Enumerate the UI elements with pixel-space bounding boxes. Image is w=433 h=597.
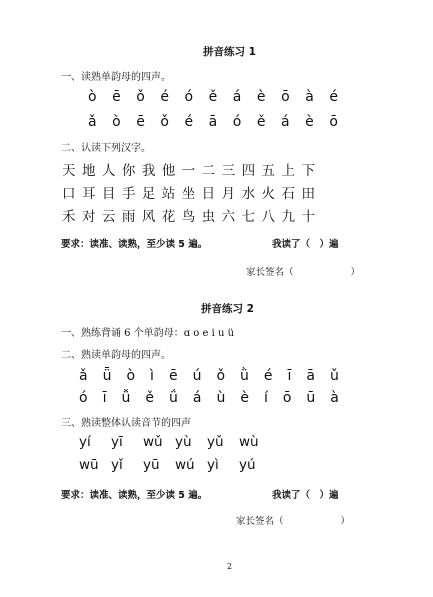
page-number: 2 — [227, 562, 233, 571]
pinyin-item: à — [330, 390, 339, 406]
pinyin-item: é — [329, 89, 338, 105]
pinyin-item: ǔ — [330, 368, 339, 384]
pinyin-item: ǎ — [79, 368, 88, 384]
hanzi-item: 手 — [121, 186, 136, 202]
hanzi-item: 六 — [221, 209, 236, 225]
pinyin-item: ě — [256, 114, 266, 130]
hanzi-item: 二 — [201, 163, 216, 179]
hanzi-item: 雨 — [121, 209, 136, 225]
hanzi-item: 九 — [281, 209, 295, 225]
pinyin-item: ē — [168, 368, 178, 384]
hanzi-item: 四 — [241, 163, 256, 179]
pinyin-item: ì — [150, 368, 154, 384]
pinyin-item: ē — [112, 89, 121, 105]
exercise1-tone-row-2 — [88, 114, 338, 130]
exercise1-read-count: 我读了（ ）遍 — [272, 239, 339, 250]
hanzi-item: 五 — [261, 163, 276, 179]
pinyin-item: ó — [232, 114, 242, 130]
hanzi-item: 站 — [161, 186, 176, 202]
hanzi-item: 人 — [101, 163, 116, 179]
hanzi-item: 虫 — [201, 209, 216, 225]
pinyin-item: ǒ — [216, 368, 226, 384]
syllable-item: yì — [207, 457, 219, 473]
exercise2-tone-row-1 — [79, 368, 339, 384]
pinyin-item: é — [184, 114, 194, 130]
exercise1-requirement: 要求：读准、读熟，至少读 5 遍。 — [61, 239, 208, 250]
pinyin-item: ǜ — [240, 368, 249, 384]
pinyin-item: é — [263, 368, 273, 384]
pinyin-item: ǘ — [168, 390, 178, 406]
hanzi-item: 花 — [161, 209, 176, 225]
exercise2-section3-heading: 三、熟读整体认读音节的四声 — [61, 418, 191, 429]
hanzi-item: 口 — [62, 186, 76, 202]
pinyin-item: ū — [306, 390, 316, 406]
pinyin-item: ī — [102, 390, 107, 406]
exercise2-requirement: 要求：读准、读熟，至少读 5 遍。 — [61, 490, 208, 501]
pinyin-item: ó — [184, 89, 194, 105]
hanzi-item: 七 — [241, 209, 256, 225]
hanzi-item: 下 — [301, 163, 315, 179]
hanzi-item: 三 — [221, 163, 236, 179]
pinyin-item: ú — [192, 368, 202, 384]
syllable-item: yǔ — [207, 434, 224, 450]
exercise2-syllables-row-1 — [79, 434, 271, 450]
syllable-item: wǔ — [143, 434, 163, 450]
hanzi-item: 上 — [281, 163, 295, 179]
pinyin-item: ò — [126, 368, 136, 384]
hanzi-item: 足 — [141, 186, 156, 202]
pinyin-item: ù — [216, 390, 226, 406]
pinyin-item: è — [240, 390, 249, 406]
hanzi-item: 他 — [161, 163, 176, 179]
pinyin-item: ā — [208, 114, 218, 130]
hanzi-item: 石 — [281, 186, 295, 202]
pinyin-item: ǖ — [102, 368, 112, 384]
pinyin-item: à — [305, 89, 314, 105]
hanzi-item: 目 — [101, 186, 116, 202]
syllable-item: wū — [79, 457, 99, 473]
hanzi-item: 云 — [101, 209, 116, 225]
pinyin-item: ò — [88, 89, 97, 105]
hanzi-item: 地 — [81, 163, 96, 179]
hanzi-item: 一 — [181, 163, 196, 179]
exercise1-section1-heading: 一、读熟单韵母的四声。 — [61, 72, 171, 83]
exercise1-char-row-2 — [62, 182, 315, 202]
hanzi-item: 鸟 — [181, 209, 196, 225]
exercise2-title: 拼音练习 2 — [201, 303, 254, 315]
pinyin-item: é — [160, 89, 169, 105]
hanzi-item: 禾 — [62, 209, 76, 225]
hanzi-item: 对 — [81, 209, 96, 225]
hanzi-item: 月 — [221, 186, 236, 202]
syllable-item: wú — [175, 457, 195, 473]
exercise2-section2-heading: 二、熟读单韵母的四声。 — [61, 350, 171, 361]
hanzi-item: 你 — [121, 163, 136, 179]
pinyin-item: ē — [136, 114, 145, 130]
exercise1-title: 拼音练习 1 — [203, 46, 256, 58]
pinyin-item: ō — [329, 114, 338, 130]
pinyin-item: ī — [287, 368, 292, 384]
exercise1-parent-signature: 家长签名（ ） — [246, 267, 361, 278]
syllable-item: yī — [111, 434, 123, 450]
hanzi-item: 田 — [301, 186, 315, 202]
pinyin-item: è — [305, 114, 314, 130]
hanzi-item: 十 — [301, 209, 315, 225]
pinyin-item: á — [281, 114, 290, 130]
hanzi-item: 日 — [201, 186, 216, 202]
hanzi-item: 风 — [141, 209, 156, 225]
pinyin-item: ǒ — [136, 89, 145, 105]
exercise1-char-row-1 — [62, 159, 315, 179]
exercise2-section1-heading: 一、熟练背诵 6 个单韵母：ɑ o e i u ü — [61, 328, 235, 339]
pinyin-item: ǎ — [88, 114, 97, 130]
hanzi-item: 火 — [261, 186, 276, 202]
exercise1-tone-row-1 — [88, 89, 338, 105]
pinyin-item: ǒ — [160, 114, 169, 130]
exercise1-char-row-3 — [62, 205, 315, 225]
exercise2-read-count: 我读了（ ）遍 — [272, 490, 339, 501]
pinyin-item: í — [263, 390, 268, 406]
pinyin-item: ě — [208, 89, 218, 105]
pinyin-item: ě — [145, 390, 154, 406]
exercise2-syllables-row-2 — [79, 457, 271, 473]
pinyin-item: á — [192, 390, 202, 406]
syllable-item: yù — [175, 434, 192, 450]
hanzi-item: 水 — [241, 186, 256, 202]
pinyin-item: ō — [282, 390, 292, 406]
pinyin-item: á — [232, 89, 242, 105]
hanzi-item: 坐 — [181, 186, 196, 202]
pinyin-item: ǚ — [121, 390, 131, 406]
syllable-item: yū — [143, 457, 160, 473]
pinyin-item: ò — [112, 114, 121, 130]
syllable-item: yí — [79, 434, 91, 450]
syllable-item: wù — [239, 434, 259, 450]
hanzi-item: 八 — [261, 209, 276, 225]
syllable-item: yǐ — [111, 457, 123, 473]
hanzi-item: 耳 — [81, 186, 96, 202]
pinyin-item: è — [256, 89, 266, 105]
exercise1-section2-heading: 二、认读下列汉字。 — [61, 143, 151, 154]
syllable-item: yú — [239, 457, 256, 473]
pinyin-item: ó — [79, 390, 88, 406]
hanzi-item: 我 — [141, 163, 156, 179]
exercise2-tone-row-2 — [79, 390, 339, 406]
exercise2-parent-signature: 家长签名（ ） — [236, 516, 351, 527]
pinyin-item: ā — [306, 368, 315, 384]
hanzi-item: 天 — [62, 163, 76, 179]
pinyin-item: ō — [281, 89, 290, 105]
